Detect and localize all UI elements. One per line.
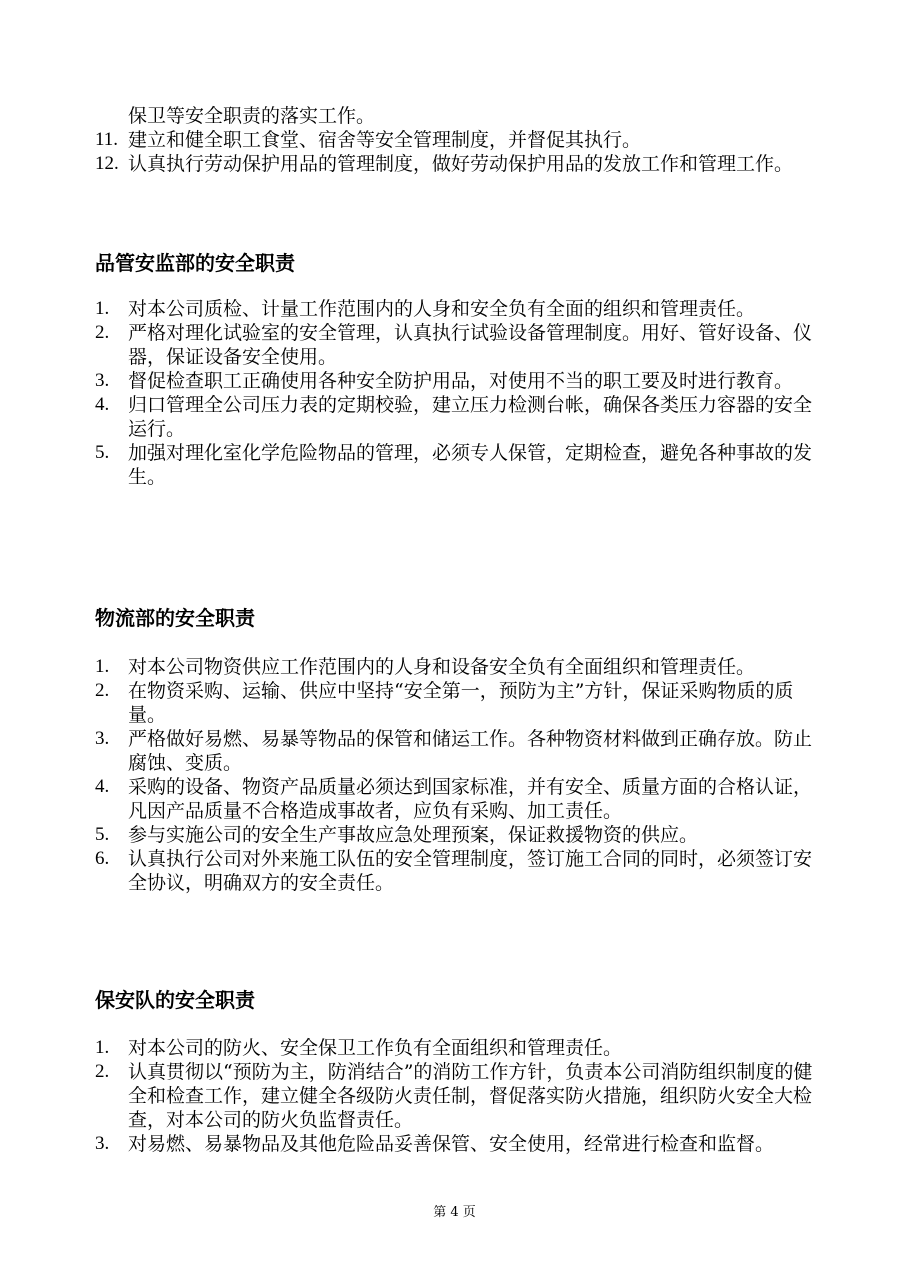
item-text: 对本公司质检、计量工作范围内的人身和安全负有全面的组织和管理责任。: [128, 298, 756, 320]
item-text: 对本公司物资供应工作范围内的人身和设备安全负有全面组织和管理责任。: [128, 656, 756, 678]
item-text: 督促检查职工正确使用各种安全防护用品，对使用不当的职工要及时进行教育。: [128, 370, 794, 392]
item-number: 1.: [95, 1037, 110, 1058]
section-title: 物流部的安全职责: [95, 606, 255, 630]
section-list: [95, 1036, 825, 1156]
item-text: 建立和健全职工食堂、宿舍等安全管理制度，并督促其执行。: [128, 129, 642, 151]
item-number: 4.: [95, 394, 110, 415]
item-number: 4.: [95, 776, 110, 797]
list-item: [95, 1132, 825, 1156]
item-number: 5.: [95, 442, 110, 463]
item-number: 11.: [95, 129, 119, 150]
item-text: 认真执行公司对外来施工队伍的安全管理制度，签订施工合同的同时，必须签订安全协议，明确双方的安全责任。: [128, 848, 813, 894]
item-number: 6.: [95, 848, 110, 869]
item-number: 3.: [95, 370, 110, 391]
item-text: 参与实施公司的安全生产事故应急处理预案，保证救援物资的供应。: [128, 824, 699, 846]
list-item: [95, 1036, 825, 1060]
section-title: 品管安监部的安全职责: [95, 251, 295, 275]
list-item: [95, 369, 825, 393]
list-item: [95, 441, 825, 489]
list-item: [95, 847, 825, 895]
list-item: [95, 679, 825, 727]
item-text: 严格做好易燃、易暴等物品的保管和储运工作。各种物资材料做到正确存放。防止腐蚀、变质。: [128, 728, 813, 774]
item-number: 2.: [95, 680, 110, 701]
section-list: [95, 655, 825, 895]
list-item: [95, 393, 825, 441]
intro-list: [95, 128, 825, 176]
intro-continuation: 保卫等安全职责的落实工作。: [128, 105, 376, 127]
list-item: [95, 297, 825, 321]
list-item: [95, 1060, 825, 1132]
item-text: 认真贯彻以“预防为主，防消结合”的消防工作方针，负责本公司消防组织制度的健全和检查工作，建立健全各级防火责任制，督促落实防火措施，组织防火安全大检查，对本公司的防火负监督责任。: [128, 1061, 813, 1131]
item-number: 3.: [95, 1133, 110, 1154]
list-item: [95, 775, 825, 823]
item-text: 认真执行劳动保护用品的管理制度，做好劳动保护用品的发放工作和管理工作。: [128, 153, 794, 175]
section-list: [95, 297, 825, 489]
item-number: 1.: [95, 656, 110, 677]
item-number: 2.: [95, 1061, 110, 1082]
item-number: 5.: [95, 824, 110, 845]
item-number: 3.: [95, 728, 110, 749]
list-item: [95, 321, 825, 369]
item-text: 采购的设备、物资产品质量必须达到国家标准，并有安全、质量方面的合格认证，凡因产品质量不合格造成事故者，应负有采购、加工责任。: [128, 776, 813, 822]
list-item: [95, 655, 825, 679]
section-title: 保安队的安全职责: [95, 988, 255, 1012]
list-item: [95, 823, 825, 847]
list-item: [95, 152, 825, 176]
item-text: 对易燃、易暴物品及其他危险品妥善保管、安全使用，经常进行检查和监督。: [128, 1133, 775, 1155]
list-item: [95, 727, 825, 775]
item-number: 1.: [95, 298, 110, 319]
page-number: 第 4 页: [433, 1205, 476, 1220]
item-text: 对本公司的防火、安全保卫工作负有全面组织和管理责任。: [128, 1037, 623, 1059]
item-text: 加强对理化室化学危险物品的管理，必须专人保管，定期检查，避免各种事故的发生。: [128, 442, 813, 488]
item-text: 在物资采购、运输、供应中坚持“安全第一，预防为主”方针，保证采购物质的质量。: [128, 680, 794, 726]
item-number: 2.: [95, 322, 110, 343]
list-item: [95, 128, 825, 152]
item-number: 12.: [95, 153, 119, 174]
item-text: 归口管理全公司压力表的定期校验，建立压力检测台帐，确保各类压力容器的安全运行。: [128, 394, 813, 440]
item-text: 严格对理化试验室的安全管理，认真执行试验设备管理制度。用好、管好设备、仪器，保证设备安全使用。: [128, 322, 813, 368]
